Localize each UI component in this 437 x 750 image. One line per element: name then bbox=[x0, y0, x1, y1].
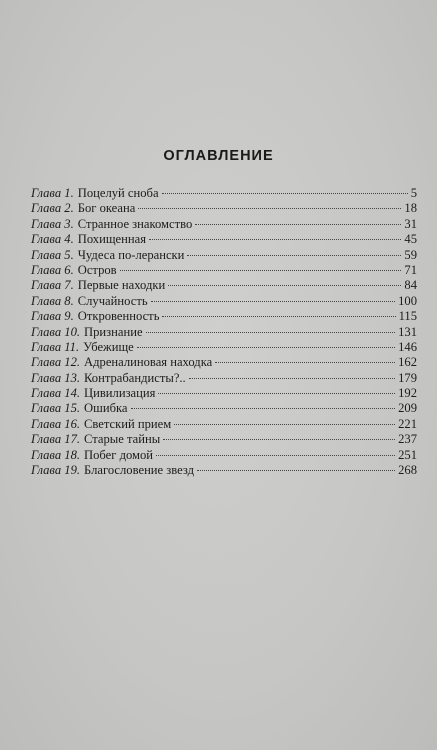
page-number: 45 bbox=[404, 232, 417, 247]
page-number: 71 bbox=[404, 262, 417, 277]
page-number: 221 bbox=[398, 416, 417, 431]
toc-entry bbox=[31, 248, 417, 263]
table-of-contents bbox=[31, 186, 417, 478]
dot-leader bbox=[158, 393, 395, 394]
toc-entry bbox=[31, 232, 417, 247]
chapter-number: 11. bbox=[64, 339, 80, 354]
dot-leader bbox=[163, 439, 395, 440]
toc-heading: ОГЛАВЛЕНИЕ bbox=[163, 148, 274, 164]
page-number: 84 bbox=[404, 278, 417, 293]
dot-leader bbox=[162, 316, 395, 317]
chapter-label: Глава bbox=[31, 463, 62, 478]
dot-leader bbox=[149, 239, 401, 240]
chapter-number: 15. bbox=[64, 401, 81, 416]
chapter-number: 5. bbox=[64, 247, 74, 262]
chapter-title: Побег домой bbox=[84, 447, 154, 462]
chapter-title: Откровенность bbox=[77, 309, 160, 324]
toc-entry bbox=[31, 432, 417, 447]
toc-entry bbox=[31, 401, 417, 416]
dot-leader bbox=[189, 378, 395, 379]
toc-entry bbox=[31, 355, 417, 370]
page-number: 146 bbox=[398, 339, 417, 354]
chapter-number: 17. bbox=[64, 432, 81, 447]
chapter-label: Глава bbox=[31, 278, 62, 293]
toc-entry bbox=[31, 386, 417, 401]
page-number: 31 bbox=[404, 216, 417, 231]
chapter-title: Светский прием bbox=[84, 416, 172, 431]
page-number: 251 bbox=[398, 447, 417, 462]
page-number: 162 bbox=[398, 355, 417, 370]
page-number: 268 bbox=[398, 463, 417, 478]
dot-leader bbox=[156, 455, 395, 456]
page-number: 18 bbox=[404, 201, 417, 216]
dot-leader bbox=[120, 270, 402, 271]
chapter-title: Ошибка bbox=[84, 401, 128, 416]
chapter-title: Странное знакомство bbox=[77, 216, 193, 231]
chapter-number: 9. bbox=[64, 309, 74, 324]
chapter-label: Глава bbox=[31, 401, 62, 416]
dot-leader bbox=[168, 285, 401, 286]
toc-entry bbox=[31, 201, 417, 216]
chapter-number: 10. bbox=[64, 324, 81, 339]
toc-entry bbox=[31, 217, 417, 232]
chapter-label: Глава bbox=[31, 386, 62, 401]
dot-leader bbox=[187, 255, 401, 256]
chapter-label: Глава bbox=[31, 339, 62, 354]
page-number: 115 bbox=[398, 309, 417, 324]
chapter-title: Контрабандисты?.. bbox=[84, 370, 186, 385]
dot-leader bbox=[162, 193, 408, 194]
chapter-label: Глава bbox=[31, 201, 62, 216]
toc-entry bbox=[31, 263, 417, 278]
dot-leader bbox=[131, 408, 396, 409]
chapter-title: Бог океана bbox=[77, 201, 136, 216]
chapter-title: Чудеса по-лерански bbox=[77, 247, 185, 262]
toc-entry bbox=[31, 371, 417, 386]
dot-leader bbox=[195, 224, 401, 225]
dot-leader bbox=[197, 470, 395, 471]
chapter-title: Цивилизация bbox=[84, 386, 156, 401]
chapter-label: Глава bbox=[31, 416, 62, 431]
toc-entry bbox=[31, 448, 417, 463]
dot-leader bbox=[146, 332, 396, 333]
chapter-number: 6. bbox=[64, 262, 74, 277]
chapter-title: Старые тайны bbox=[84, 432, 161, 447]
chapter-number: 7. bbox=[64, 278, 74, 293]
toc-entry bbox=[31, 294, 417, 309]
page-number: 179 bbox=[398, 370, 417, 385]
chapter-label: Глава bbox=[31, 186, 62, 200]
chapter-title: Адреналиновая находка bbox=[84, 355, 213, 370]
page-number: 209 bbox=[398, 401, 417, 416]
chapter-title: Поцелуй сноба bbox=[77, 186, 159, 200]
chapter-label: Глава bbox=[31, 293, 62, 308]
toc-entry bbox=[31, 325, 417, 340]
dot-leader bbox=[151, 301, 396, 302]
chapter-title: Убежище bbox=[83, 339, 134, 354]
chapter-label: Глава bbox=[31, 324, 62, 339]
page-number: 131 bbox=[398, 324, 417, 339]
chapter-label: Глава bbox=[31, 447, 62, 462]
chapter-label: Глава bbox=[31, 355, 62, 370]
page-number: 192 bbox=[398, 386, 417, 401]
chapter-label: Глава bbox=[31, 262, 62, 277]
chapter-title: Случайность bbox=[77, 293, 148, 308]
chapter-label: Глава bbox=[31, 216, 62, 231]
chapter-number: 8. bbox=[64, 293, 74, 308]
dot-leader bbox=[138, 208, 401, 209]
chapter-number: 16. bbox=[64, 416, 81, 431]
toc-entry bbox=[31, 463, 417, 478]
toc-entry bbox=[31, 340, 417, 355]
dot-leader bbox=[137, 347, 395, 348]
chapter-number: 3. bbox=[64, 216, 74, 231]
toc-entry bbox=[31, 309, 417, 324]
chapter-title: Благословение звезд bbox=[84, 463, 195, 478]
chapter-label: Глава bbox=[31, 247, 62, 262]
page-number: 5 bbox=[410, 186, 417, 200]
chapter-label: Глава bbox=[31, 309, 62, 324]
chapter-number: 4. bbox=[64, 232, 74, 247]
chapter-title: Первые находки bbox=[77, 278, 166, 293]
chapter-label: Глава bbox=[31, 370, 62, 385]
chapter-title: Признание bbox=[84, 324, 143, 339]
dot-leader bbox=[215, 362, 395, 363]
chapter-label: Глава bbox=[31, 232, 62, 247]
chapter-number: 2. bbox=[64, 201, 74, 216]
chapter-number: 13. bbox=[64, 370, 81, 385]
toc-entry bbox=[31, 186, 417, 201]
chapter-number: 12. bbox=[64, 355, 81, 370]
page-number: 237 bbox=[398, 432, 417, 447]
chapter-title: Похищенная bbox=[77, 232, 146, 247]
chapter-label: Глава bbox=[31, 432, 62, 447]
chapter-number: 1. bbox=[64, 186, 74, 200]
toc-entry bbox=[31, 417, 417, 432]
chapter-number: 18. bbox=[64, 447, 81, 462]
chapter-number: 19. bbox=[64, 463, 81, 478]
chapter-title: Остров bbox=[77, 262, 117, 277]
page-number: 100 bbox=[398, 293, 417, 308]
toc-entry bbox=[31, 278, 417, 293]
dot-leader bbox=[174, 424, 395, 425]
page-number: 59 bbox=[404, 247, 417, 262]
chapter-number: 14. bbox=[64, 386, 81, 401]
